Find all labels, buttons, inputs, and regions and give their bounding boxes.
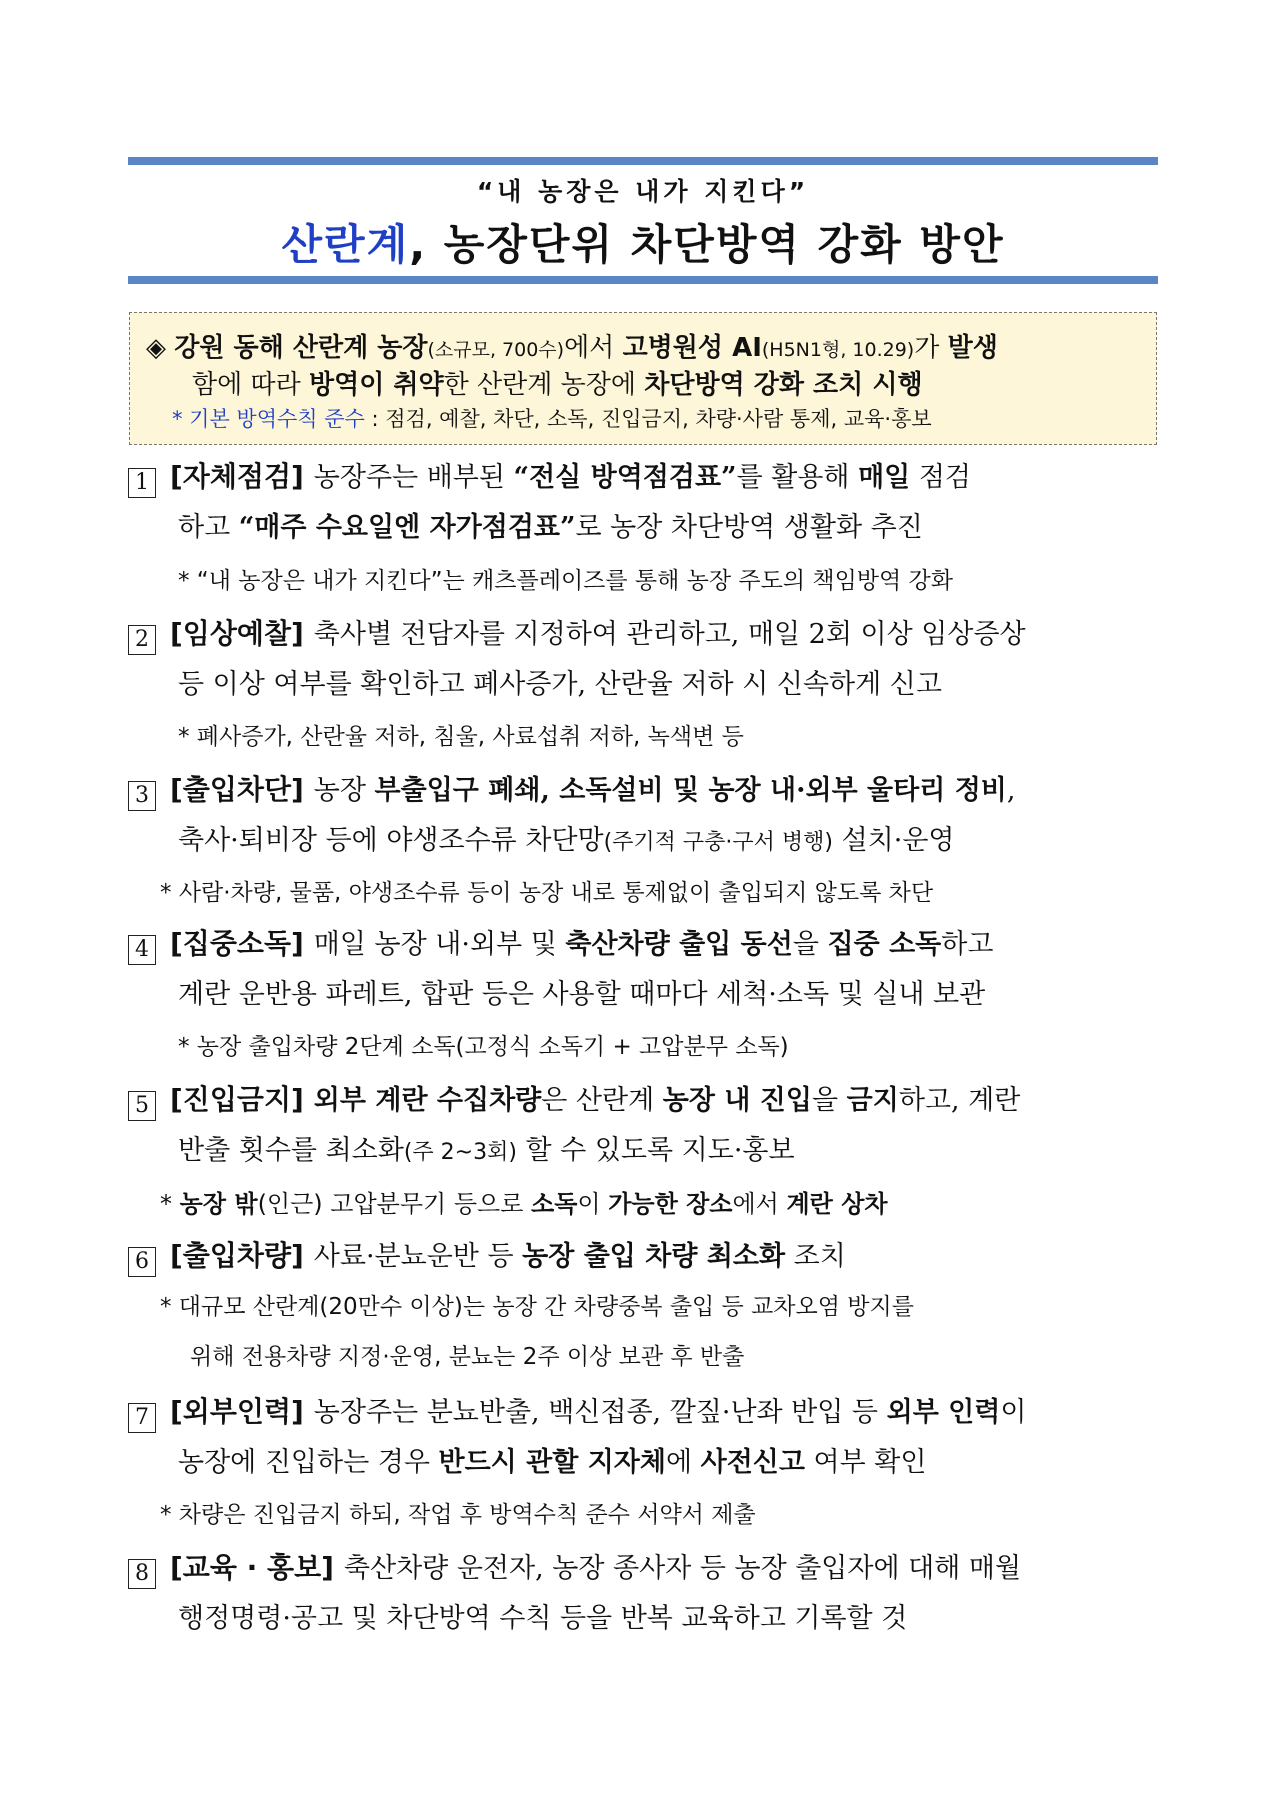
item-heading: [집중소독] — [170, 927, 304, 960]
item-number-badge: 1 — [128, 468, 156, 498]
item-text: 사전신고 — [700, 1447, 805, 1478]
item-7-line-1 — [128, 1390, 1026, 1433]
item-note-text: (인근) 고압분무기 등으로 — [257, 1190, 532, 1218]
item-3-line-2 — [178, 818, 954, 857]
item-1-line-2 — [178, 505, 923, 544]
item-text: 사료·분뇨운반 등 — [313, 1241, 523, 1272]
summary-text: 에서 — [564, 333, 623, 363]
summary-box — [129, 312, 1157, 445]
title-text: , 농장단위 차단방역 강화 방안 — [409, 220, 1005, 269]
document-subtitle: “내 농장은 내가 지킨다” — [476, 177, 810, 206]
summary-text: 발생 — [947, 333, 998, 363]
item-number-badge: 6 — [128, 1247, 156, 1277]
item-note-text: 이 — [577, 1190, 609, 1218]
item-text: 농장 출입 차량 최소화 — [522, 1241, 786, 1272]
item-text: 농장 내 진입 — [662, 1085, 812, 1116]
item-6-note: * 대규모 산란계(20만수 이상)는 농장 간 차량중복 출입 등 교차오염 방지를 — [160, 1294, 914, 1320]
item-1-line-1 — [128, 455, 971, 498]
item-number-badge: 5 — [128, 1091, 156, 1121]
item-text: 를 활용해 — [736, 462, 859, 493]
item-number-badge: 3 — [128, 781, 156, 811]
item-text: , — [1006, 775, 1016, 806]
item-text: 농장에 진입하는 경우 — [178, 1447, 439, 1478]
item-text: 축산차량 출입 동선 — [565, 929, 793, 960]
item-number-badge: 8 — [128, 1559, 156, 1589]
item-text: 반출 횟수를 최소화 — [178, 1135, 404, 1166]
item-note-text: * — [160, 1190, 180, 1218]
item-text: 외부 인력 — [886, 1397, 1001, 1428]
item-5-line-2 — [178, 1128, 795, 1167]
summary-text: 방역이 취약 — [309, 370, 444, 400]
item-text: (주 2~3회) — [403, 1140, 517, 1165]
item-text: 로 농장 차단방역 생활화 추진 — [575, 512, 923, 543]
summary-note-text: : 점검, 예찰, 차단, 소독, 진입금지, 차량·사람 통제, 교육·홍보 — [364, 407, 932, 431]
summary-note — [172, 403, 932, 433]
item-8-line-1 — [128, 1546, 1021, 1589]
item-text: 여부 확인 — [804, 1447, 927, 1478]
item-text: 은 산란계 — [541, 1085, 663, 1116]
item-note-text: 농장 밖 — [179, 1190, 258, 1218]
item-text: 축사별 전담자를 지정하여 관리하고, 매일 2회 이상 임상증상 — [313, 619, 1026, 650]
item-8-line-2: 행정명령·공고 및 차단방역 수칙 등을 반복 교육하고 기록할 것 — [178, 1603, 908, 1634]
title-highlight: 산란계 — [281, 220, 410, 269]
item-text: 집중 소독 — [827, 929, 942, 960]
item-6-note-2: 위해 전용차량 지정·운영, 분뇨는 2주 이상 보관 후 반출 — [190, 1344, 745, 1370]
title-top-rule — [128, 157, 1158, 165]
item-4-line-1 — [128, 922, 993, 965]
item-heading: [진입금지] — [170, 1083, 304, 1116]
item-text: 농장 — [313, 775, 375, 806]
item-4-line-2: 계란 운반용 파레트, 합판 등은 사용할 때마다 세척·소독 및 실내 보관 — [178, 979, 986, 1010]
item-5-line-1 — [128, 1078, 1020, 1121]
item-text: 하고 — [941, 929, 994, 960]
item-heading: [임상예찰] — [170, 617, 304, 650]
item-note-text: 가능한 장소 — [608, 1190, 733, 1218]
summary-text: (소규모, 700수) — [427, 339, 565, 361]
item-text: 농장주는 분뇨반출, 백신접종, 깔짚·난좌 반입 등 — [313, 1397, 887, 1428]
item-text: 설치·운영 — [832, 825, 955, 856]
item-7-note: * 차량은 진입금지 하되, 작업 후 방역수칙 준수 서약서 제출 — [160, 1502, 756, 1528]
summary-text: 강원 동해 산란계 농장 — [174, 333, 428, 363]
item-text: “전실 방역점검표” — [513, 462, 737, 493]
item-text: 을 — [811, 1085, 847, 1116]
item-text: 하고, 계란 — [898, 1085, 1021, 1116]
document-title — [128, 212, 1158, 272]
item-text: 반드시 관할 지자체 — [438, 1447, 666, 1478]
item-text: 할 수 있도록 지도·홍보 — [516, 1135, 795, 1166]
item-6-line-1 — [128, 1234, 846, 1277]
summary-text: 가 — [914, 333, 948, 363]
diamond-bullet-icon: ◈ — [146, 333, 166, 363]
item-heading: [자체점검] — [170, 460, 304, 493]
summary-line-2 — [192, 364, 923, 401]
summary-note-label: * 기본 방역수칙 준수 — [172, 407, 365, 431]
item-text: 매일 — [858, 462, 911, 493]
item-text: 점검 — [910, 462, 972, 493]
item-heading: [출입차단] — [170, 773, 304, 806]
item-5-note — [160, 1184, 888, 1219]
summary-text: 한 산란계 농장에 — [443, 370, 645, 400]
item-text: 부출입구 폐쇄, 소독설비 및 농장 내·외부 울타리 정비 — [374, 775, 1007, 806]
item-text: 을 — [792, 929, 828, 960]
item-note-text: 에서 — [732, 1190, 787, 1218]
item-text: 조치 — [785, 1241, 846, 1272]
item-3-line-1 — [128, 768, 1015, 811]
item-text: (주기적 구충·구서 병행) — [603, 830, 833, 855]
summary-line-1 — [146, 327, 998, 364]
item-2-line-2: 등 이상 여부를 확인하고 폐사증가, 산란율 저하 시 신속하게 신고 — [178, 669, 942, 700]
item-text: “매주 수요일엔 자가점검표” — [238, 512, 576, 543]
title-bottom-rule — [128, 276, 1158, 284]
item-number-badge: 7 — [128, 1403, 156, 1433]
item-text: 이 — [1000, 1397, 1027, 1428]
item-7-line-2 — [178, 1440, 926, 1479]
item-2-line-1 — [128, 612, 1026, 655]
summary-text: 함에 따라 — [192, 370, 309, 400]
item-number-badge: 2 — [128, 625, 156, 655]
item-2-note: * 폐사증가, 산란율 저하, 침울, 사료섭취 저하, 녹색변 등 — [178, 724, 744, 750]
summary-text: 차단방역 강화 조치 시행 — [644, 370, 923, 400]
item-3-note: * 사람·차량, 물품, 야생조수류 등이 농장 내로 통제없이 출입되지 않도록 차단 — [160, 880, 934, 906]
item-text: 농장주는 배부된 — [313, 462, 514, 493]
item-4-note: * 농장 출입차량 2단계 소독(고정식 소독기 + 고압분무 소독) — [178, 1034, 789, 1060]
item-text: 축사·퇴비장 등에 야생조수류 차단망 — [178, 825, 604, 856]
item-note-text: 계란 상차 — [786, 1190, 888, 1218]
item-note-text: 소독 — [531, 1190, 578, 1218]
item-heading: [출입차량] — [170, 1239, 304, 1272]
item-text: 외부 계란 수집차량 — [313, 1085, 542, 1116]
item-text: 축산차량 운전자, 농장 종사자 등 농장 출입자에 대해 매월 — [343, 1553, 1022, 1584]
item-heading: [교육 · 홍보] — [170, 1551, 334, 1584]
item-text: 금지 — [846, 1085, 899, 1116]
item-1-note: * “내 농장은 내가 지킨다”는 캐츠플레이즈를 통해 농장 주도의 책임방역 강화 — [178, 568, 953, 594]
summary-text: 고병원성 AI — [622, 333, 762, 363]
item-heading: [외부인력] — [170, 1395, 304, 1428]
item-text: 매일 농장 내·외부 및 — [313, 929, 566, 960]
item-text: 에 — [665, 1447, 701, 1478]
item-text: 하고 — [178, 512, 239, 543]
summary-text: (H5N1형, 10.29) — [761, 339, 915, 361]
item-number-badge: 4 — [128, 935, 156, 965]
